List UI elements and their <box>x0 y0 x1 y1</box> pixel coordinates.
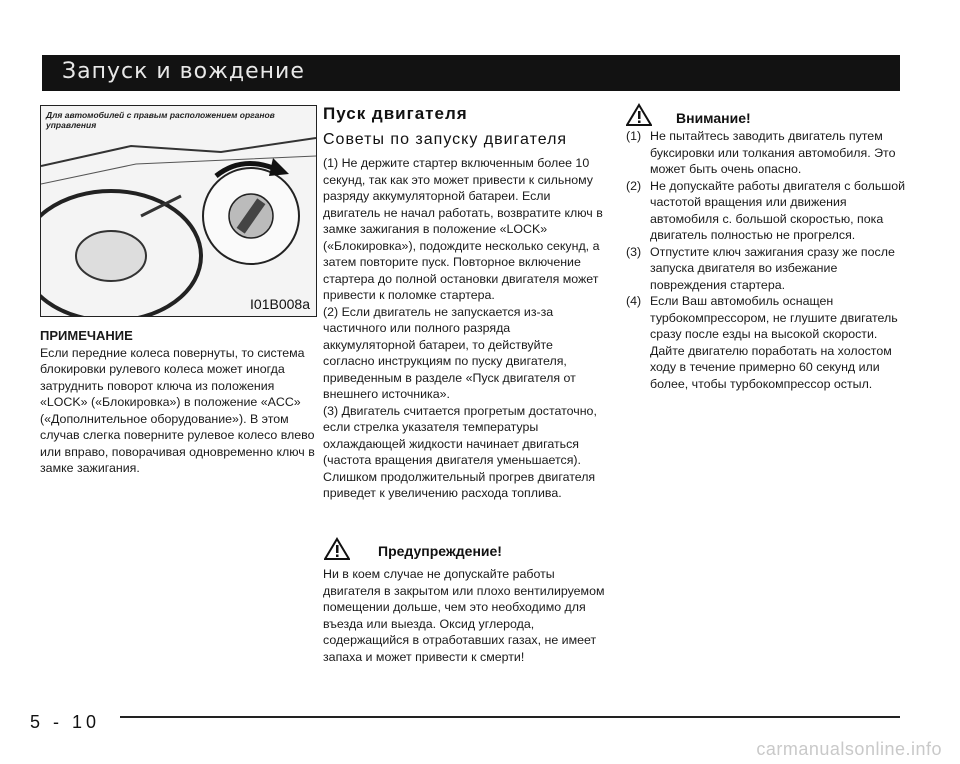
warning-item-text: Не пытайтесь заводить двигатель путем буксировки или толкания автомобиля. Это может быть очень опасно. <box>650 129 896 176</box>
tip-paragraph-1: (1) Не держите стартер включенным более 10 секунд, так как это может привести к сильному разряду аккумуляторной батареи. Если двигатель не начал работать, возвратите ключ в замке зажигания в положение «LOCK» («Блокировка»), подождите несколько секунд, а затем повторите пуск. Повторное включение стартера до полной остановки двигателя может привести к поломке стартера. <box>323 156 603 302</box>
warning-item-number: (4) <box>626 294 642 308</box>
caution-block <box>323 566 606 665</box>
section-heading: Пуск двигателя <box>323 104 468 123</box>
middle-column <box>323 155 606 502</box>
warning-item <box>626 244 906 294</box>
figure-caption: Для автомобилей с правым расположением органов управления <box>46 110 275 130</box>
tip-paragraph-2: (2) Если двигатель не запускается из-за частичного или полного разряда аккумуляторной батареи, то действуйте согласно инструкциям по пуску двигателя, приведенным в разделе «Пуск двигателя от внешнего источника». <box>323 304 576 401</box>
warning-item-text: Не допускайте работы двигателя с большой частотой вращения или движения автомобиля с. большой скоростью, пока двигатель полностью не прогрелся. <box>650 178 906 242</box>
caution-title: Предупреждение! <box>378 543 502 559</box>
warning-item <box>626 128 906 178</box>
figure-code: I01B008a <box>250 296 310 312</box>
warning-item-text: Если Ваш автомобиль оснащен турбокомпрессором, не глушите двигатель сразу после езды на высокой скорости. Дайте двигателю поработать на холостом ходу в течение примерно 60 секунд или более, чтобы турбокомпрессор остыл. <box>650 294 898 391</box>
warning-title: Внимание! <box>676 110 751 126</box>
warning-item-number: (2) <box>626 178 642 193</box>
note-text: Если передние колеса повернуты, то система блокировки рулевого колеса может иногда затруднить поворот ключа из положения «LOCK» («Блокировка») в положение «ACC» («Дополнительное оборудование»). В этом случав слегка поверните рулевое колесо влево или вправо, поворачивая одновременно ключ в замке зажигания. <box>40 345 315 475</box>
warning-item-number: (3) <box>626 244 642 259</box>
page-number: 5 - 10 <box>30 712 101 732</box>
caution-text: Ни в коем случае не допускайте работы двигателя в закрытом или плохо вентилируемом помещении дольше, чем это необходимо для въезда или выезда. Оксид углерода, содержащийся в отработавших газах, не имеет запаха и может привести к смерти! <box>323 567 605 664</box>
left-column <box>40 328 315 477</box>
watermark: carmanualsonline.info <box>756 739 942 759</box>
tip-paragraph-3: (3) Двигатель считается прогретым достаточно, если стрелка указателя температуры охлаждающей жидкости начинает двигаться (частота вращения двигателя уменьшается). Слишком продолжительный прогрев двигателя приведет к увеличению расхода топлива. <box>323 403 597 500</box>
right-column <box>626 128 906 392</box>
warning-item-number: (1) <box>626 129 642 143</box>
warning-item-text: Отпустите ключ зажигания сразу же после запуска двигателя во избежание повреждения стартера. <box>650 244 895 292</box>
warning-icon <box>626 103 652 127</box>
footer-rule <box>120 716 900 718</box>
section-title: Запуск и вождение <box>62 59 305 84</box>
caution-icon <box>324 537 350 561</box>
warning-item <box>626 293 906 392</box>
subsection-heading: Советы по запуску двигателя <box>323 131 568 148</box>
note-heading: ПРИМЕЧАНИЕ <box>40 328 133 343</box>
warning-item <box>626 178 906 244</box>
ignition-illustration <box>40 105 317 317</box>
dashboard-drawing <box>41 106 316 316</box>
